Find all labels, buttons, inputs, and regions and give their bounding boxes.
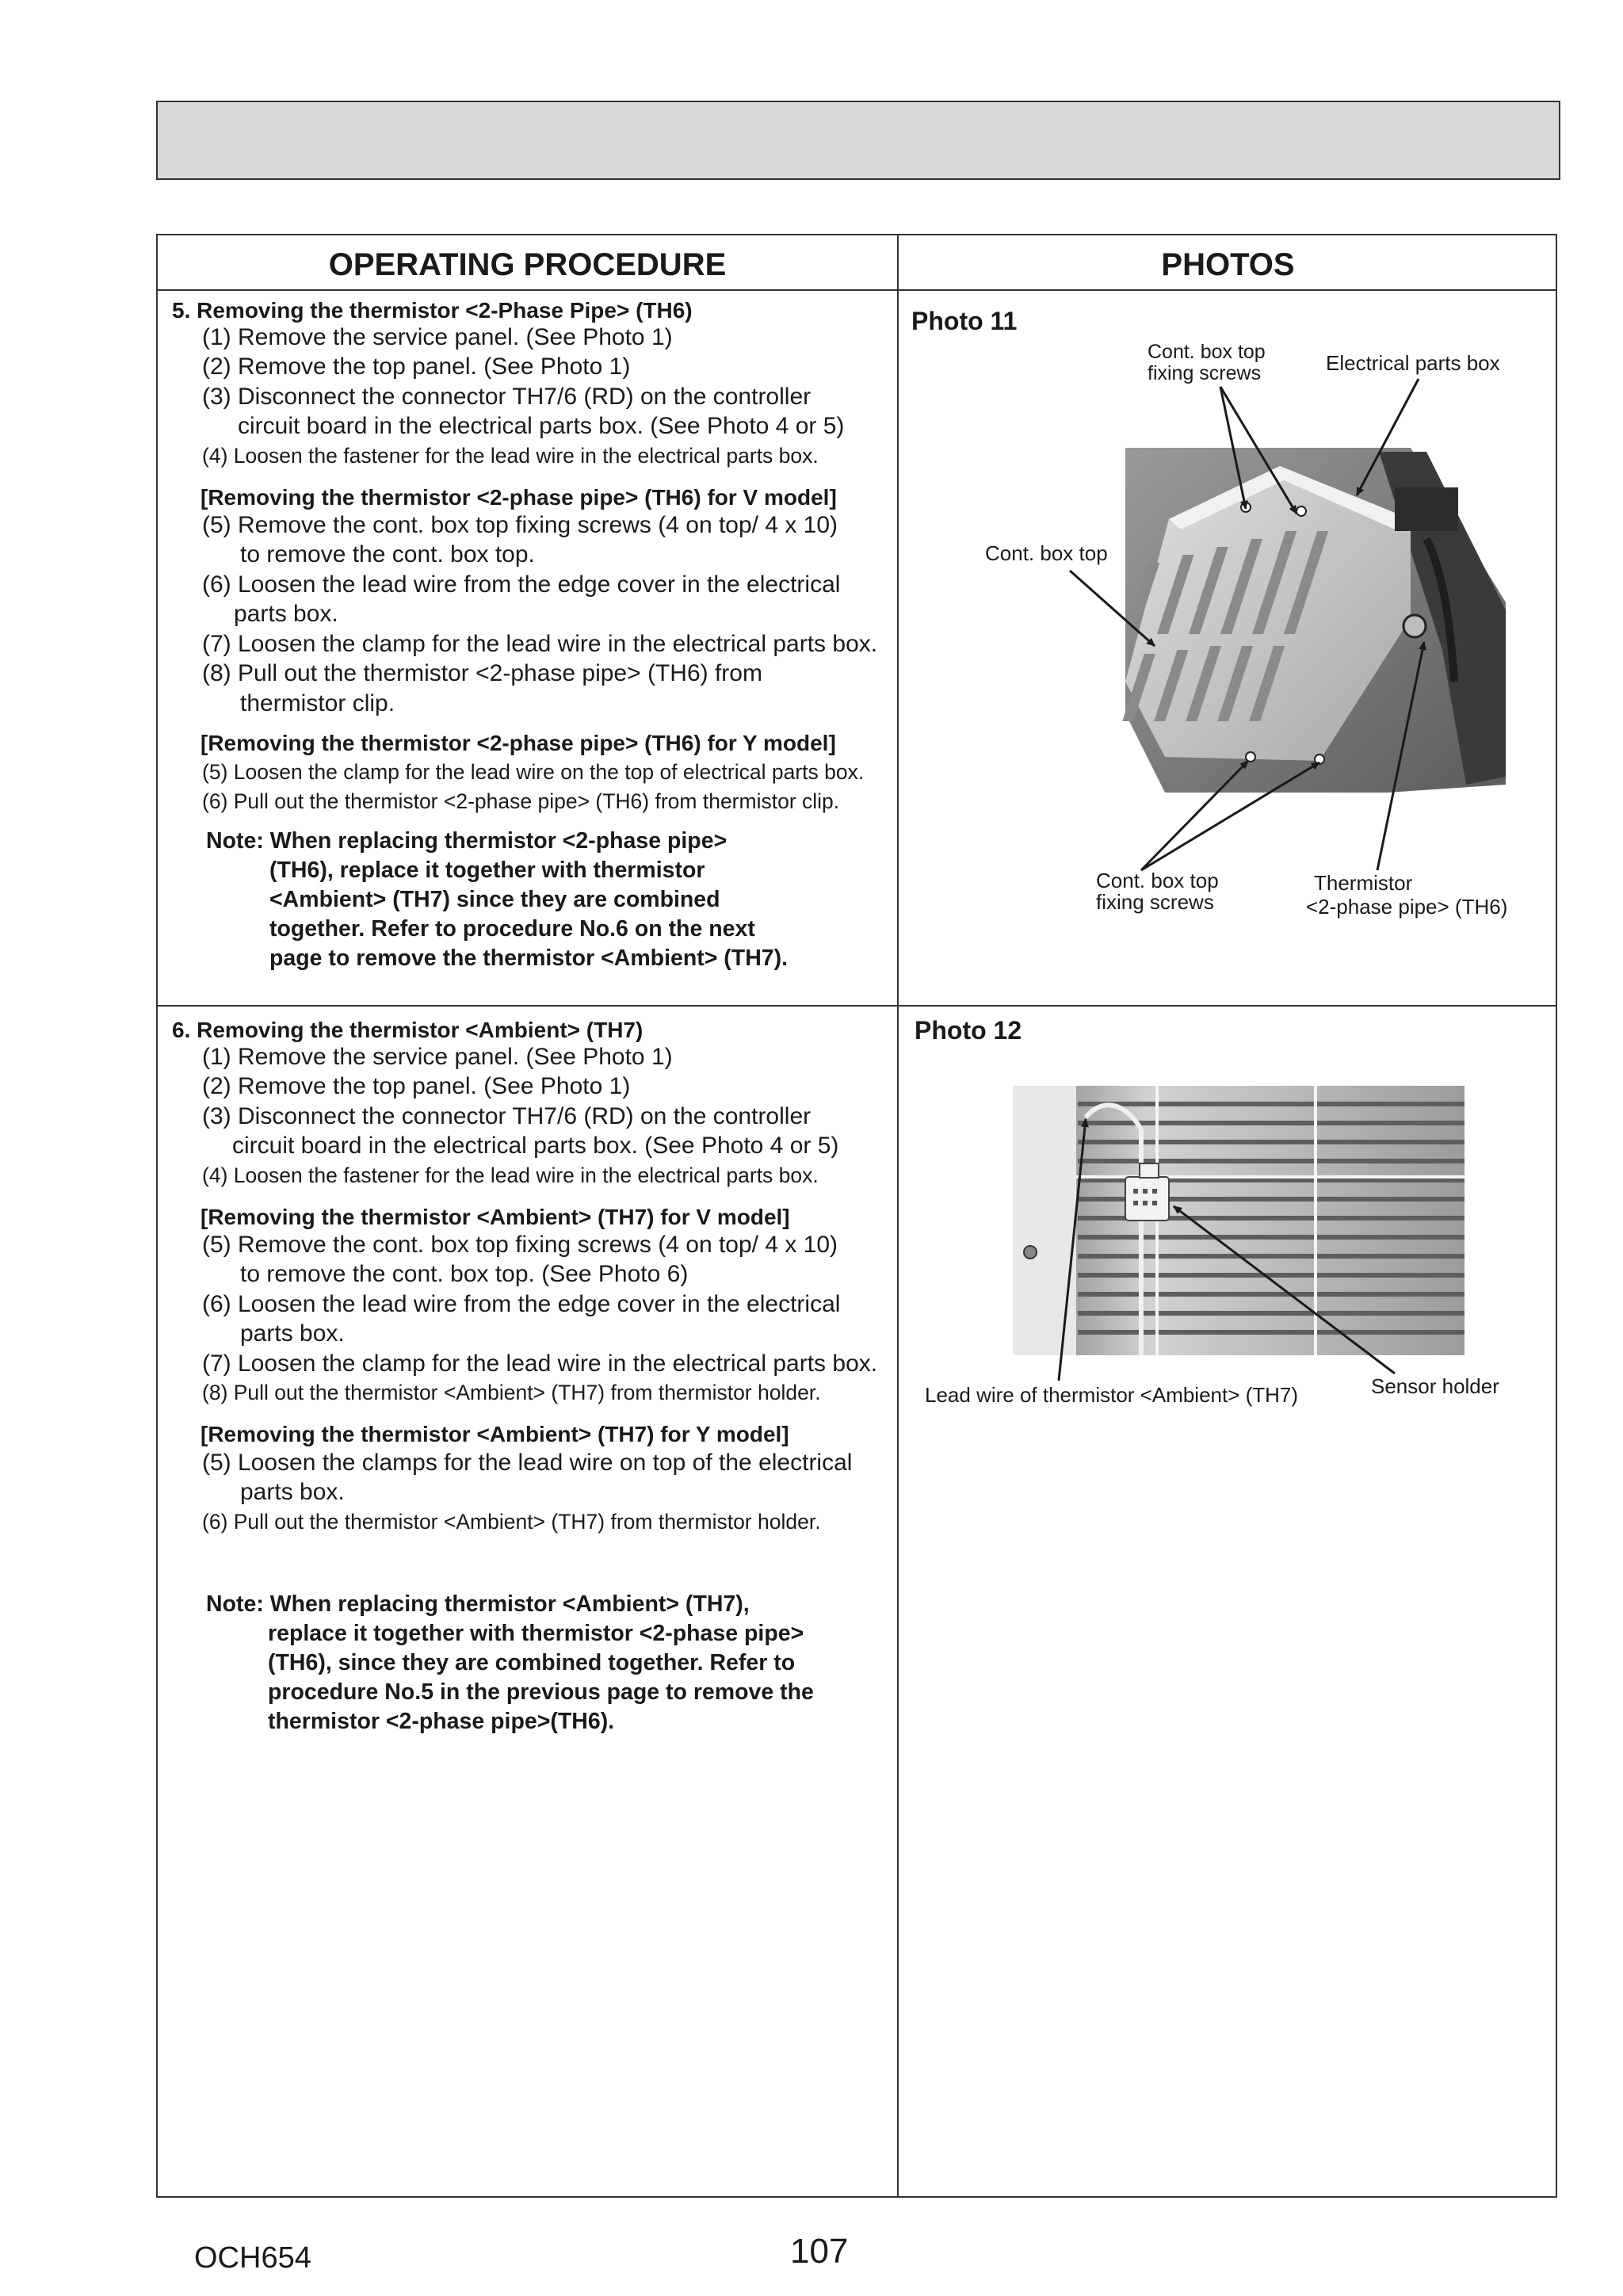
step: (6) Loosen the lead wire from the edge cover in the electrical xyxy=(202,1291,841,1317)
photos-heading: PHOTOS xyxy=(1161,247,1295,282)
step: (1) Remove the service panel. (See Photo 1) xyxy=(202,324,673,350)
step: (5) Remove the cont. box top fixing screws (4 on top/ 4 x 10) xyxy=(202,1232,838,1258)
step: (7) Loosen the clamp for the lead wire in the electrical parts box. xyxy=(202,631,878,657)
label-sensor-holder: Sensor holder xyxy=(1371,1374,1499,1398)
y-model-heading: [Removing the thermistor <Ambient> (TH7) for Y model] xyxy=(200,1422,789,1446)
step: (8) Pull out the thermistor <Ambient> (TH7) from thermistor holder. xyxy=(202,1381,821,1404)
operating-procedure-heading: OPERATING PROCEDURE xyxy=(328,247,727,282)
v-model-heading: [Removing the thermistor <Ambient> (TH7) for V model] xyxy=(200,1205,790,1229)
note-line: (TH6), replace it together with thermistor xyxy=(269,858,705,883)
note-line: together. Refer to procedure No.6 on the next xyxy=(269,916,755,942)
label-electrical-parts-box: Electrical parts box xyxy=(1326,351,1500,375)
step: (4) Loosen the fastener for the lead wire in the electrical parts box. xyxy=(202,1163,819,1187)
step: (6) Loosen the lead wire from the edge cover in the electrical xyxy=(202,571,841,598)
step: (6) Pull out the thermistor <2-phase pipe> (TH6) from thermistor clip. xyxy=(202,789,840,813)
step: to remove the cont. box top. (See Photo 6) xyxy=(240,1261,689,1287)
note-line: replace it together with thermistor <2-phase pipe> xyxy=(268,1621,804,1646)
label-lead-wire: Lead wire of thermistor <Ambient> (TH7) xyxy=(925,1383,1299,1407)
step: parts box. xyxy=(234,601,338,627)
step: (5) Loosen the clamps for the lead wire on top of the electrical xyxy=(202,1450,853,1476)
label-cont-box-top: Cont. box top xyxy=(985,541,1108,565)
step: (7) Loosen the clamp for the lead wire in the electrical parts box. xyxy=(202,1350,878,1377)
step: to remove the cont. box top. xyxy=(240,541,535,567)
step: (5) Loosen the clamp for the lead wire on the top of electrical parts box. xyxy=(202,760,865,784)
section-6-title: 6. Removing the thermistor <Ambient> (TH7) xyxy=(172,1018,643,1042)
note-line: Note: When replacing thermistor <Ambient> (TH7), xyxy=(206,1591,750,1617)
label-thermistor: Thermistor xyxy=(1314,871,1413,895)
document-code: OCH654 xyxy=(194,2241,311,2275)
step: (8) Pull out the thermistor <2-phase pipe> (TH6) from xyxy=(202,660,762,686)
step: (2) Remove the top panel. (See Photo 1) xyxy=(202,353,631,380)
step: thermistor clip. xyxy=(240,690,395,716)
label-screws-top: Cont. box top xyxy=(1148,341,1266,363)
step: (3) Disconnect the connector TH7/6 (RD) on the controller xyxy=(202,384,812,410)
section-5-title: 5. Removing the thermistor <2-Phase Pipe> (TH6) xyxy=(172,298,693,323)
note-line: page to remove the thermistor <Ambient> (TH7). xyxy=(269,946,789,971)
v-model-heading: [Removing the thermistor <2-phase pipe> (TH6) for V model] xyxy=(200,485,837,510)
step: circuit board in the electrical parts box. (See Photo 4 or 5) xyxy=(232,1133,839,1159)
label-screws-bottom: Cont. box top xyxy=(1096,869,1219,892)
page-number: 107 xyxy=(790,2232,849,2271)
note-line: (TH6), since they are combined together. Refer to xyxy=(268,1650,796,1675)
y-model-heading: [Removing the thermistor <2-phase pipe> (TH6) for Y model] xyxy=(200,731,836,755)
label-screws-top: fixing screws xyxy=(1148,362,1262,384)
label-thermistor: <2-phase pipe> (TH6) xyxy=(1306,895,1508,919)
step: parts box. xyxy=(240,1320,345,1347)
photo-12-title: Photo 12 xyxy=(915,1016,1022,1045)
note-line: procedure No.5 in the previous page to remove the xyxy=(268,1679,814,1705)
note-line: thermistor <2-phase pipe>(TH6). xyxy=(268,1709,615,1734)
step: (3) Disconnect the connector TH7/6 (RD) on the controller xyxy=(202,1103,812,1129)
step: circuit board in the electrical parts box. (See Photo 4 or 5) xyxy=(238,413,845,439)
step: (2) Remove the top panel. (See Photo 1) xyxy=(202,1073,631,1099)
photo-11-title: Photo 11 xyxy=(911,307,1018,335)
step: (5) Remove the cont. box top fixing screws (4 on top/ 4 x 10) xyxy=(202,512,838,538)
label-screws-bottom: fixing screws xyxy=(1096,890,1214,914)
note-line: <Ambient> (TH7) since they are combined xyxy=(269,887,720,912)
note-line: Note: When replacing thermistor <2-phase pipe> xyxy=(206,828,727,854)
step: (6) Pull out the thermistor <Ambient> (TH7) from thermistor holder. xyxy=(202,1510,821,1534)
step: (4) Loosen the fastener for the lead wire in the electrical parts box. xyxy=(202,444,819,468)
step: parts box. xyxy=(240,1479,345,1505)
step: (1) Remove the service panel. (See Photo 1) xyxy=(202,1044,673,1070)
